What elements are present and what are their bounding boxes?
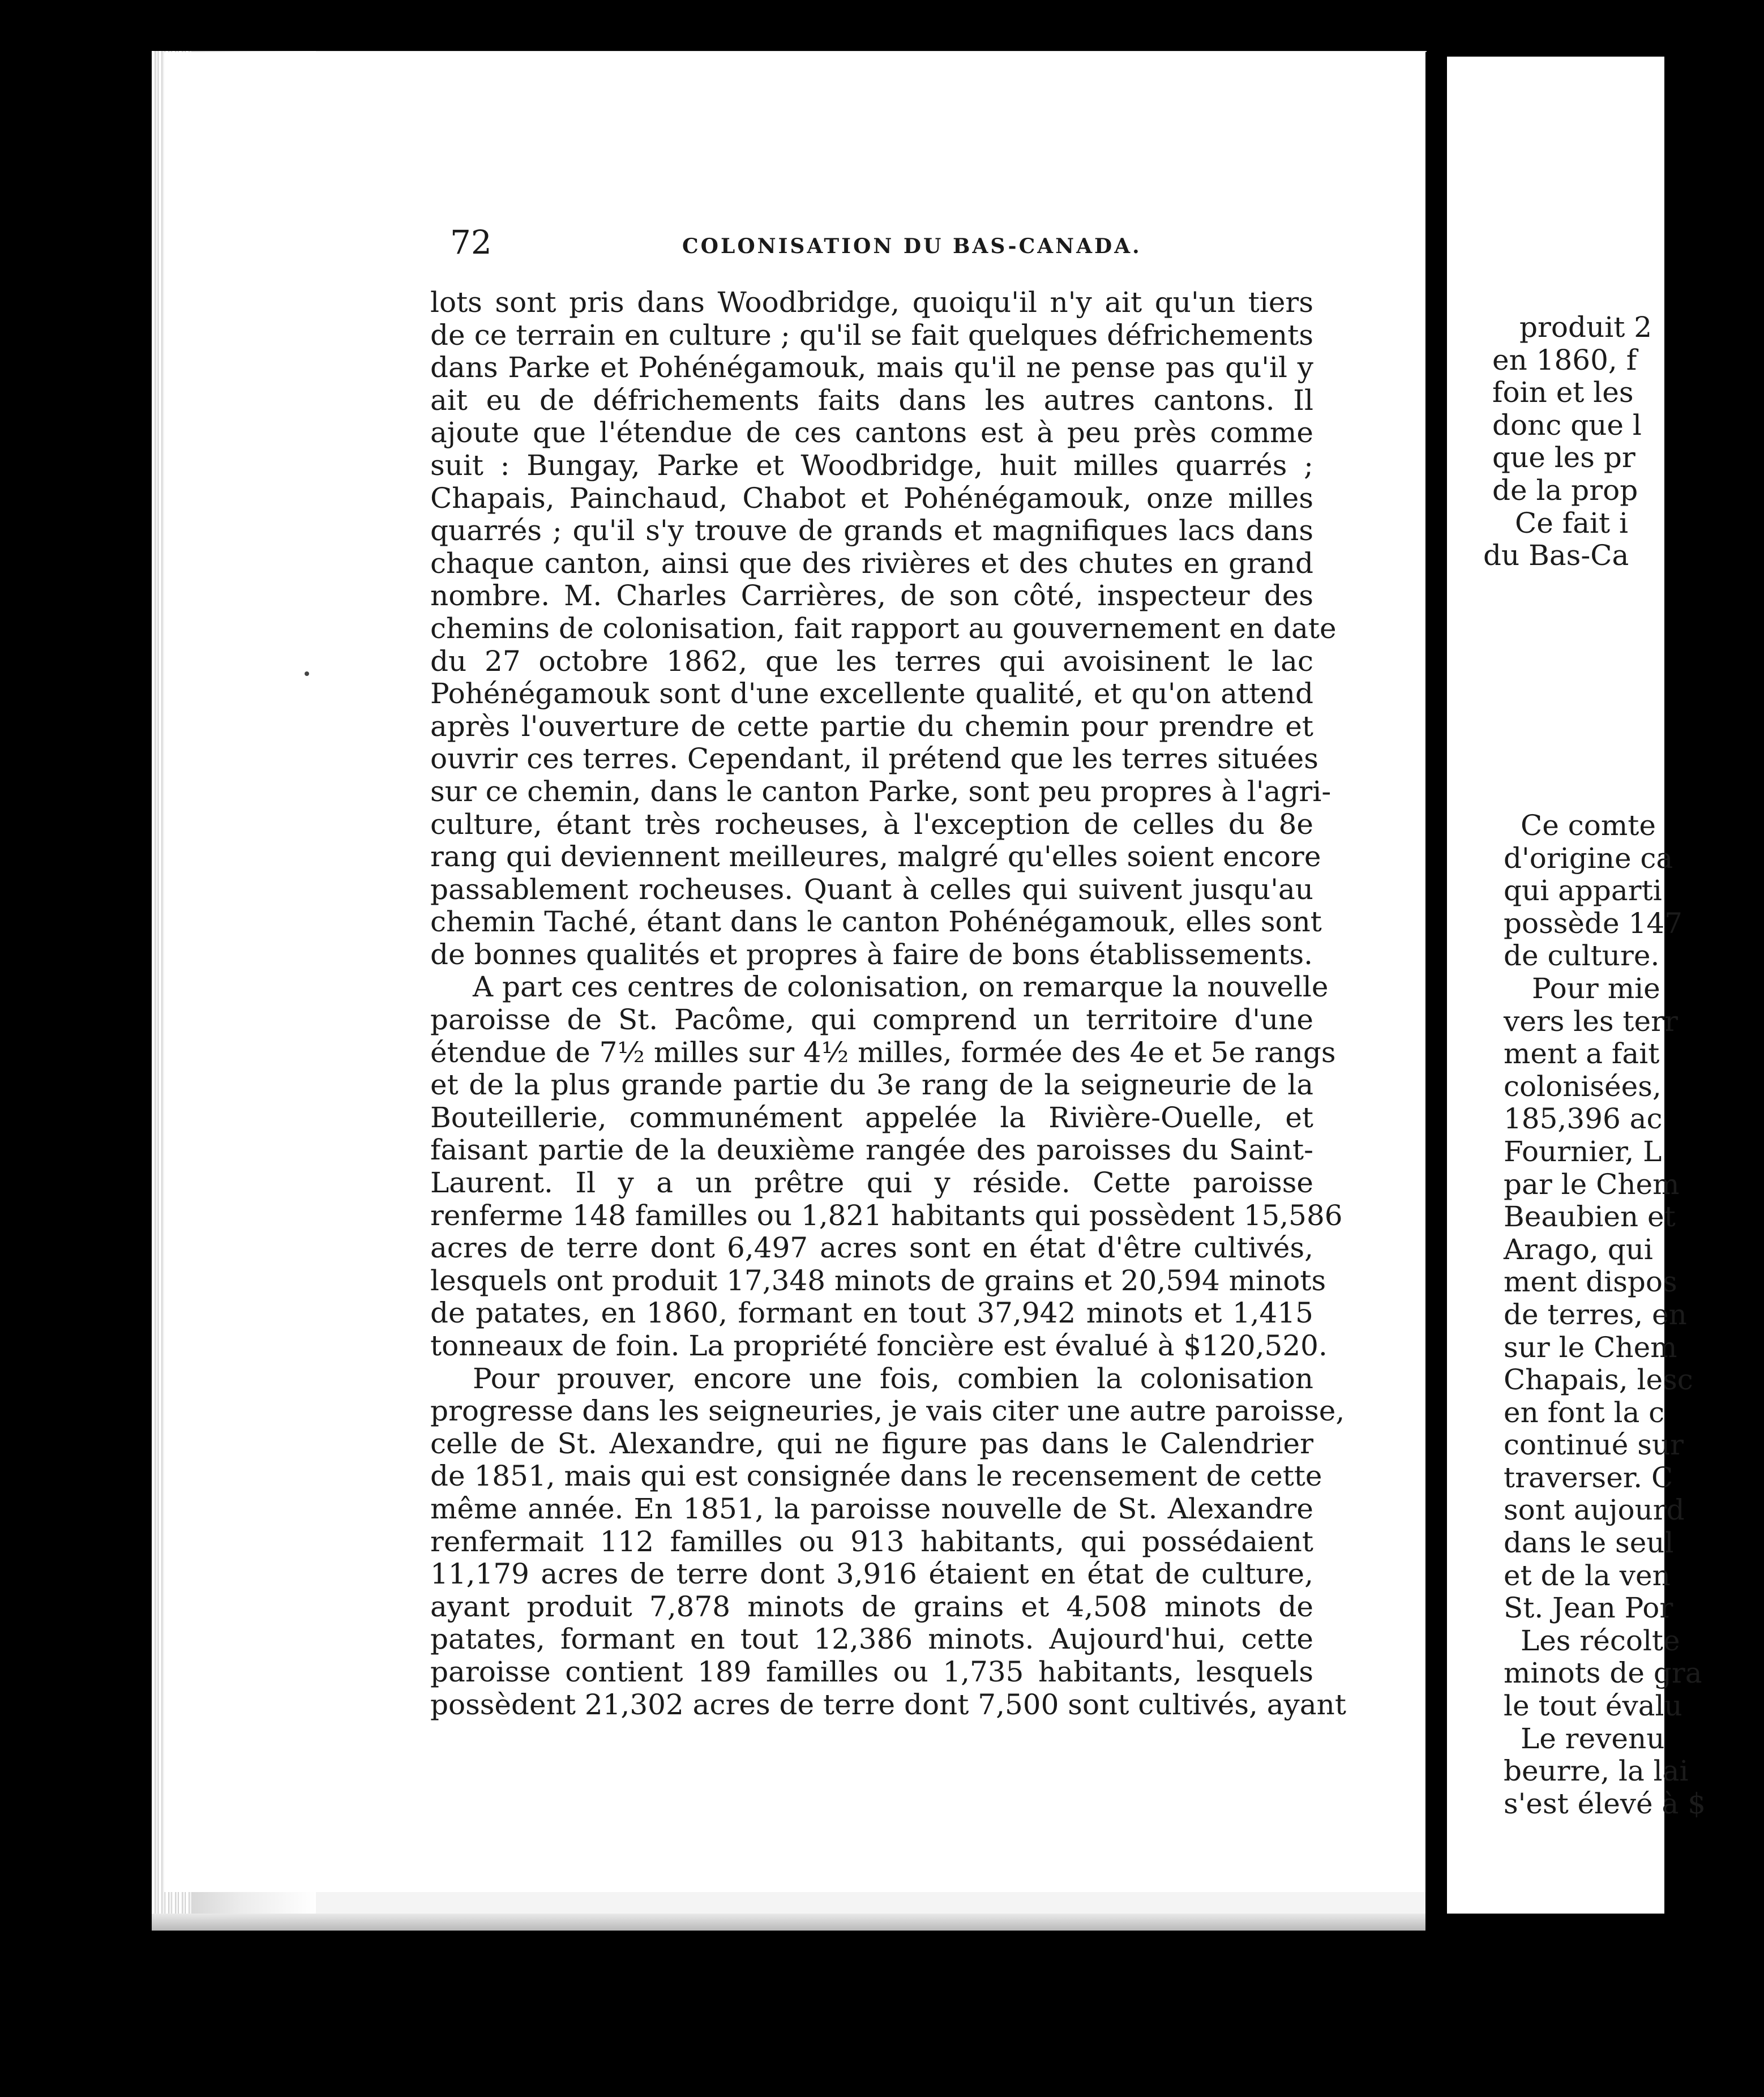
text-line: possède 147 <box>1504 906 1682 940</box>
right-page-block-top <box>1483 311 1744 572</box>
text-line: culture, étant très rocheuses, à l'exception de celles du 8e <box>430 807 1313 841</box>
text-line: traverser. C <box>1504 1461 1673 1494</box>
right-page-block-main <box>1504 810 1764 1820</box>
text-line: nombre. M. Charles Carrières, de son côté, inspecteur des <box>430 579 1313 613</box>
text-line: St. Jean Por <box>1504 1591 1673 1625</box>
text-line: Arago, qui <box>1504 1232 1653 1266</box>
body-text <box>430 286 1346 1721</box>
text-line: Chapais, Painchaud, Chabot et Pohénégamouk, onze milles <box>430 481 1313 515</box>
text-line: paroisse de St. Pacôme, qui comprend un territoire d'une <box>430 1003 1313 1037</box>
text-line: lots sont pris dans Woodbridge, quoiqu'il n'y ait qu'un tiers <box>430 286 1313 319</box>
text-line: 11,179 acres de terre dont 3,916 étaient en état de culture, <box>430 1557 1313 1591</box>
right-page <box>1447 57 1706 1914</box>
text-line: chaque canton, ainsi que des rivières et des chutes en grand <box>430 546 1313 580</box>
text-line: continué sur <box>1504 1428 1684 1462</box>
text-line: ayant produit 7,878 minots de grains et 4,508 minots de <box>430 1590 1313 1623</box>
text-line: de bonnes qualités et propres à faire de bons établissements. <box>430 938 1313 971</box>
text-line: lesquels ont produit 17,348 minots de grains et 20,594 minots <box>430 1264 1326 1297</box>
text-line: rang qui deviennent meilleures, malgré qu'elles soient encore <box>430 840 1321 874</box>
text-line: et de la ven <box>1504 1559 1671 1592</box>
text-line: de patates, en 1860, formant en tout 37,942 minots et 1,415 <box>430 1296 1313 1330</box>
text-line: quarrés ; qu'il s'y trouve de grands et magnifiques lacs dans <box>430 514 1313 547</box>
text-line: qui apparti <box>1504 874 1662 908</box>
book-gutter <box>1425 52 1448 1915</box>
text-line: par le Chem <box>1504 1167 1680 1201</box>
text-line: chemins de colonisation, fait rapport au gouvernement en date <box>430 611 1337 645</box>
text-line: le tout évalu <box>1504 1689 1682 1723</box>
text-line: patates, formant en tout 12,386 minots. Aujourd'hui, cette <box>430 1623 1313 1656</box>
text-line: de 1851, mais qui est consignée dans le recensement de cette <box>430 1460 1322 1493</box>
text-line: en 1860, f <box>1492 343 1637 376</box>
text-line: de ce terrain en culture ; qu'il se fait quelques défrichements <box>430 318 1313 352</box>
text-line: du Bas-Ca <box>1483 539 1629 572</box>
text-line: Laurent. Il y a un prêtre qui y réside. Cette paroisse <box>430 1166 1313 1200</box>
text-line: Pour prouver, encore une fois, combien la colonisation <box>473 1362 1313 1395</box>
running-title: COLONISATION DU BAS-CANADA. <box>682 234 1142 258</box>
text-line: de culture. <box>1504 939 1660 973</box>
text-line: dans le seul <box>1504 1526 1674 1560</box>
text-line: étendue de 7½ milles sur 4½ milles, formée des 4e et 5e rangs <box>430 1035 1336 1069</box>
text-line: du 27 octobre 1862, que les terres qui avoisinent le lac <box>430 644 1313 678</box>
text-line: A part ces centres de colonisation, on remarque la nouvelle <box>473 970 1329 1004</box>
text-line: possèdent 21,302 acres de terre dont 7,500 sont cultivés, ayant <box>430 1688 1346 1721</box>
text-line: ouvrir ces terres. Cependant, il prétend que les terres situées <box>430 742 1318 776</box>
text-line: sur le Chem <box>1504 1330 1677 1364</box>
text-line: renferme 148 familles ou 1,821 habitants qui possèdent 15,586 <box>430 1199 1343 1232</box>
text-line: Chapais, lesc <box>1504 1363 1693 1397</box>
text-line: Le revenu <box>1521 1722 1665 1755</box>
text-line: ait eu de défrichements faits dans les autres cantons. Il <box>430 383 1313 417</box>
text-line: sont aujourd <box>1504 1493 1685 1527</box>
text-line: celle de St. Alexandre, qui ne figure pas dans le Calendrier <box>430 1427 1313 1460</box>
text-line: passablement rocheuses. Quant à celles qui suivent jusqu'au <box>430 872 1313 906</box>
text-line: minots de gra <box>1504 1657 1702 1690</box>
text-line: Pohénégamouk sont d'une excellente qualité, et qu'on attend <box>430 677 1313 711</box>
text-line: ment a fait <box>1504 1037 1660 1071</box>
text-line: et de la plus grande partie du 3e rang de la seigneurie de la <box>430 1068 1313 1102</box>
text-line: Beaubien et <box>1504 1200 1676 1234</box>
text-line: que les pr <box>1492 441 1635 474</box>
text-line: après l'ouverture de cette partie du chemin pour prendre et <box>430 709 1313 743</box>
text-line: foin et les <box>1492 376 1634 409</box>
margin-mark <box>305 671 309 676</box>
text-line: faisant partie de la deuxième rangée des paroisses du Saint- <box>430 1133 1313 1167</box>
text-line: de la prop <box>1492 473 1638 507</box>
text-line: sur ce chemin, dans le canton Parke, sont peu propres à l'agri- <box>430 774 1331 808</box>
text-line: dans Parke et Pohénégamouk, mais qu'il ne pense pas qu'il y <box>430 351 1313 384</box>
text-line: colonisées, <box>1504 1069 1662 1103</box>
text-line: s'est élevé à $ <box>1504 1787 1706 1820</box>
text-line: paroisse contient 189 familles ou 1,735 habitants, lesquels <box>430 1655 1313 1688</box>
text-line: donc que l <box>1492 408 1642 442</box>
text-line: chemin Taché, étant dans le canton Pohénégamouk, elles sont <box>430 905 1322 939</box>
page-number: 72 <box>450 223 492 262</box>
text-line: suit : Bungay, Parke et Woodbridge, huit milles quarrés ; <box>430 448 1313 482</box>
text-line: acres de terre dont 6,497 acres sont en état d'être cultivés, <box>430 1231 1313 1265</box>
text-line: d'origine ca <box>1504 841 1673 875</box>
text-line: 185,396 ac <box>1504 1102 1663 1136</box>
text-line: ment dispos <box>1504 1265 1677 1299</box>
text-line: Ce comte <box>1521 809 1656 842</box>
text-line: beurre, la lai <box>1504 1754 1689 1788</box>
text-line: en font la c <box>1504 1396 1665 1429</box>
text-line: produit 2 <box>1519 311 1652 344</box>
text-line: de terres, en <box>1504 1298 1687 1331</box>
page-bottom-edge <box>152 1914 1425 1931</box>
text-line: renfermait 112 familles ou 913 habitants, qui possédaient <box>430 1525 1313 1558</box>
text-line: même année. En 1851, la paroisse nouvelle de St. Alexandre <box>430 1492 1313 1525</box>
text-line: progresse dans les seigneuries, je vais citer une autre paroisse, <box>430 1394 1345 1428</box>
text-line: tonneaux de foin. La propriété foncière est évalué à $120,520. <box>430 1329 1328 1362</box>
text-line: Ce fait i <box>1515 506 1629 540</box>
text-line: Pour mie <box>1532 972 1660 1005</box>
text-line: Les récolte <box>1521 1624 1680 1657</box>
text-line: ajoute que l'étendue de ces cantons est à peu près comme <box>430 416 1313 450</box>
text-line: Bouteillerie, communément appelée la Rivière-Ouelle, et <box>430 1101 1313 1134</box>
text-line: vers les terr <box>1504 1004 1678 1038</box>
text-line: Fournier, L <box>1504 1135 1662 1168</box>
